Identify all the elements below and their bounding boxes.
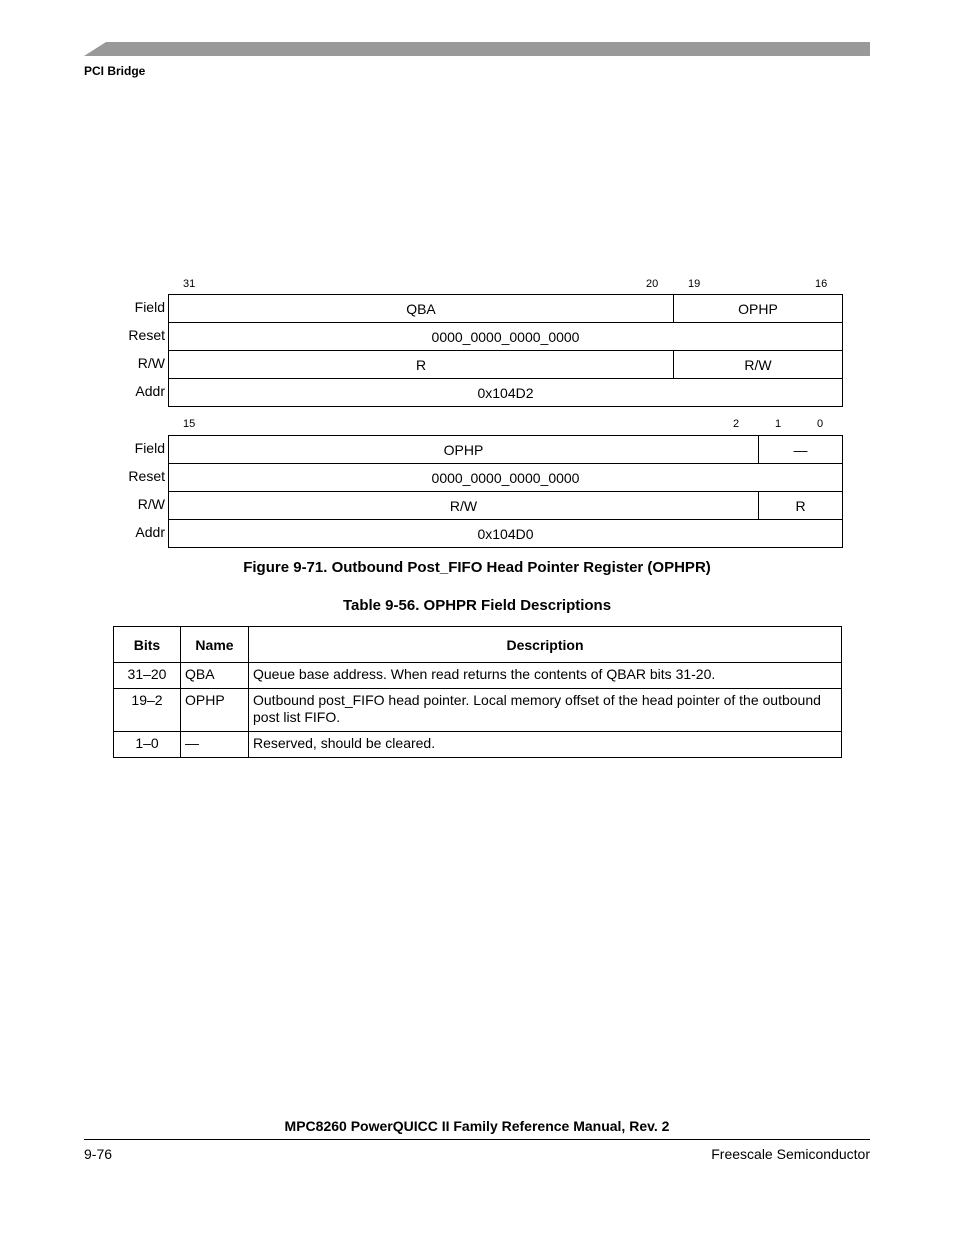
- rw-qba: R: [169, 351, 674, 379]
- row-label-field: Field: [134, 299, 165, 315]
- footer-manual-title: MPC8260 PowerQUICC II Family Reference Manual, Rev. 2: [284, 1118, 670, 1134]
- cell-bits: 1–0: [114, 732, 181, 758]
- table-row: [114, 663, 842, 689]
- cell-name: QBA: [181, 663, 249, 689]
- cell-name: OPHP: [181, 689, 249, 732]
- header-bar: [84, 42, 870, 56]
- reset-value: 0000_0000_0000_0000: [169, 464, 843, 492]
- bit-number-19: 19: [688, 278, 701, 290]
- company-name: Freescale Semiconductor: [711, 1146, 870, 1162]
- page-number: 9-76: [84, 1146, 113, 1162]
- bit-number-15: 15: [183, 418, 196, 430]
- rw-reserved: R: [759, 492, 843, 520]
- row-label-reset: Reset: [128, 468, 165, 484]
- bit-number-20: 20: [646, 278, 659, 290]
- row-label-addr: Addr: [135, 524, 165, 540]
- field-ophp: OPHP: [169, 436, 759, 464]
- row-label-addr: Addr: [135, 383, 165, 399]
- row-label-rw: R/W: [137, 355, 165, 371]
- rw-ophp: R/W: [674, 351, 843, 379]
- table-header-row: [114, 627, 842, 663]
- field-reserved: —: [759, 436, 843, 464]
- cell-description: Outbound post_FIFO head pointer. Local memory offset of the head pointer of the outbound post list FIFO.: [249, 689, 842, 732]
- cell-description: Reserved, should be cleared.: [249, 732, 842, 758]
- address-value: 0x104D0: [169, 520, 843, 548]
- bit-number-31: 31: [183, 278, 196, 290]
- cell-bits: 19–2: [114, 689, 181, 732]
- section-title: PCI Bridge: [84, 64, 146, 78]
- row-label-rw: R/W: [137, 496, 165, 512]
- header-bits: Bits: [114, 627, 181, 663]
- bit-number-16: 16: [815, 278, 828, 290]
- table-row: [114, 732, 842, 758]
- register-upper-diagram: [168, 294, 843, 407]
- rw-ophp: R/W: [169, 492, 759, 520]
- row-label-reset: Reset: [128, 327, 165, 343]
- row-label-field: Field: [134, 440, 165, 456]
- cell-description: Queue base address. When read returns the contents of QBAR bits 31-20.: [249, 663, 842, 689]
- table-caption: Table 9-56. OPHPR Field Descriptions: [342, 597, 612, 614]
- field-qba: QBA: [169, 295, 674, 323]
- bit-number-2: 2: [733, 418, 740, 430]
- address-value: 0x104D2: [169, 379, 843, 407]
- header-description: Description: [249, 627, 842, 663]
- field-descriptions-table: [113, 626, 842, 758]
- bit-number-0: 0: [817, 418, 824, 430]
- header-name: Name: [181, 627, 249, 663]
- field-ophp: OPHP: [674, 295, 843, 323]
- footer-divider: [84, 1139, 870, 1140]
- table-row: [114, 689, 842, 732]
- cell-bits: 31–20: [114, 663, 181, 689]
- bit-number-1: 1: [775, 418, 782, 430]
- reset-value: 0000_0000_0000_0000: [169, 323, 843, 351]
- cell-name: —: [181, 732, 249, 758]
- register-lower-diagram: [168, 435, 843, 548]
- figure-caption: Figure 9-71. Outbound Post_FIFO Head Pointer Register (OPHPR): [243, 559, 711, 576]
